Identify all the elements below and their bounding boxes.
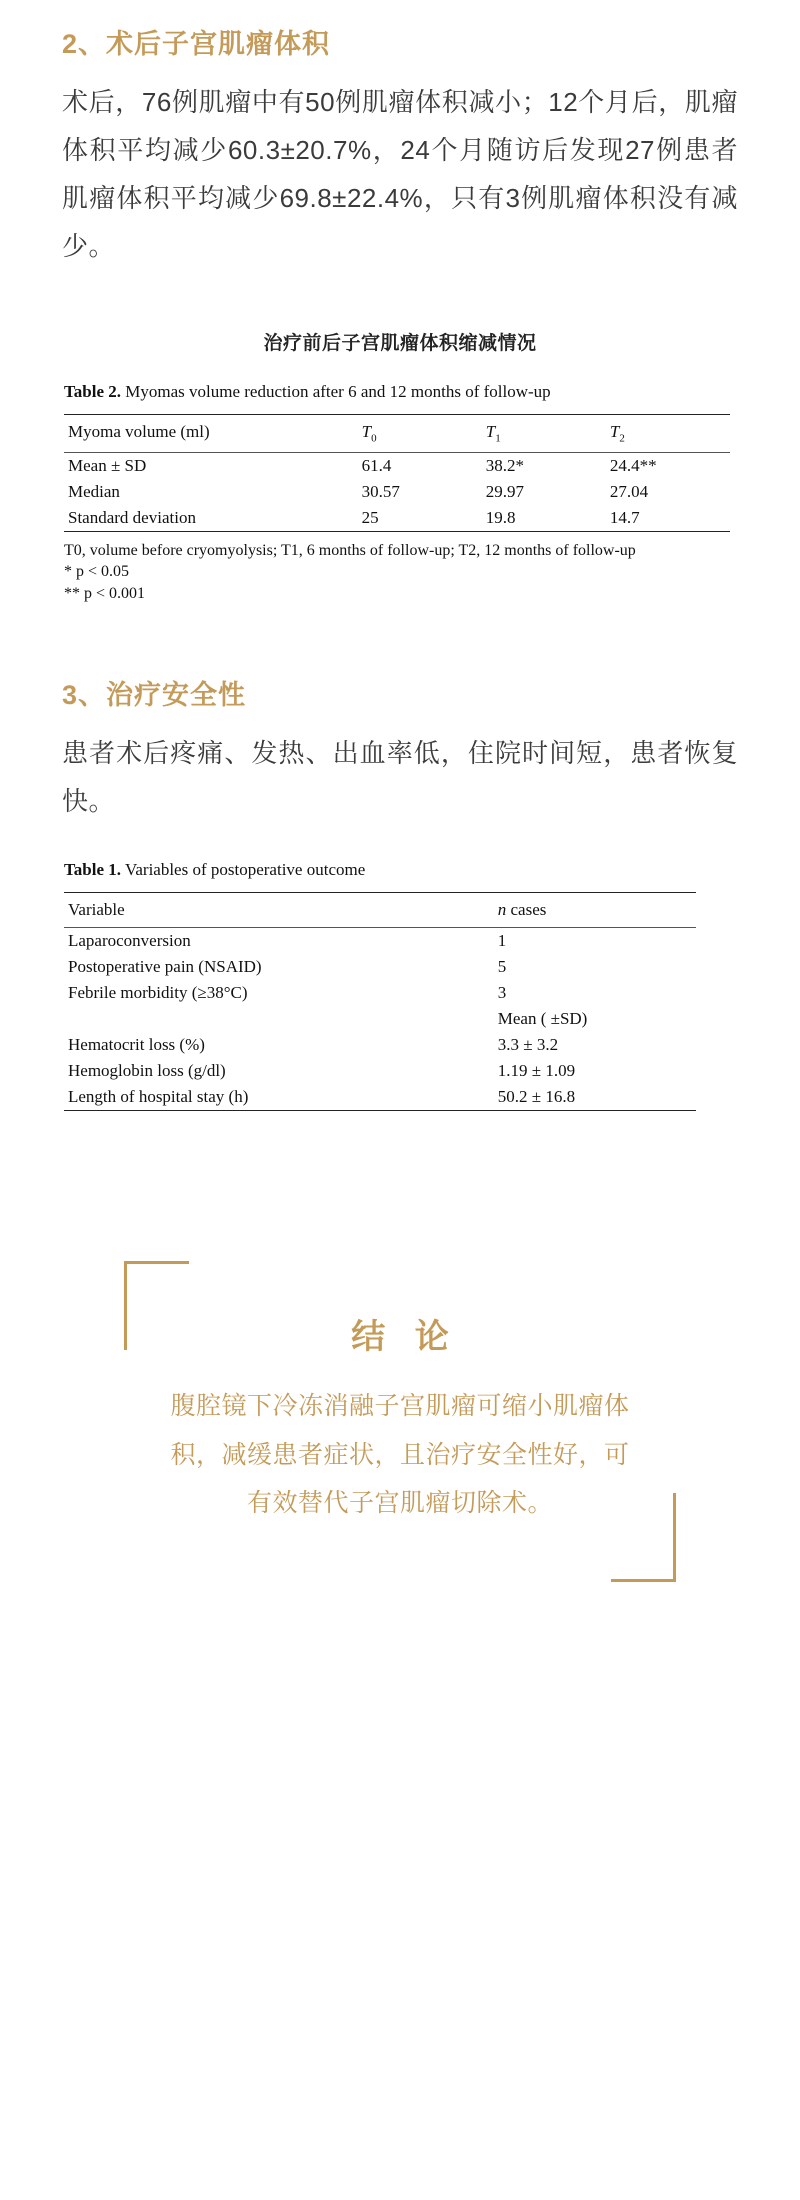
table-1-title-text: Variables of postoperative outcome	[124, 859, 366, 879]
table-1-r5-label: Hemoglobin loss (g/dl)	[68, 1060, 226, 1080]
section-2-heading: 2、术后子宫肌瘤体积	[62, 29, 331, 59]
table-2-title	[64, 381, 730, 404]
table-row	[64, 505, 730, 532]
table-row	[64, 1058, 696, 1084]
table-2-title-text: Myomas volume reduction after 6 and 12 months of follow-up	[125, 382, 551, 402]
table-row	[64, 1006, 696, 1032]
table-1-r1-value: 5	[497, 956, 507, 976]
table-2	[64, 414, 730, 531]
table-row	[64, 927, 696, 954]
table-1-block	[64, 859, 696, 1111]
table-1-r0-label: Laparoconversion	[64, 927, 494, 954]
table-1-header-n: n cases	[494, 892, 696, 927]
table-2-r2-t0: 25	[358, 505, 482, 532]
table-row	[64, 954, 696, 980]
table-2-r1-t2: 27.04	[609, 481, 649, 501]
corner-bracket-bottom-right-icon	[611, 1493, 676, 1582]
table-row	[64, 980, 696, 1006]
table-2-r1-t1: 29.97	[485, 481, 524, 501]
table-1-r0-value: 1	[494, 927, 696, 954]
table-row	[64, 1084, 696, 1111]
table-2-header-variable: Myoma volume (ml)	[64, 415, 358, 452]
table-1-r4-label: Hematocrit loss (%)	[68, 1034, 205, 1054]
table-1-r2-label: Febrile morbidity (≥38°C)	[68, 982, 248, 1002]
table-1	[64, 892, 696, 1111]
table-2-note-1: * p < 0.05	[64, 563, 130, 581]
corner-bracket-top-left-icon	[124, 1261, 189, 1350]
table-2-number: Table 2.	[64, 382, 122, 402]
figure-caption-table2: 治疗前后子宫肌瘤体积缩减情况	[263, 333, 537, 355]
table-2-note-2: ** p < 0.001	[64, 585, 146, 603]
conclusion-text: 腹腔镜下冷冻消融子宫肌瘤可缩小肌瘤体积，减缓患者症状，且治疗安全性好，可有效替代子宫肌瘤切除术。	[170, 1391, 630, 1518]
table-2-r1-t0: 30.57	[361, 481, 400, 501]
table-row	[64, 479, 730, 505]
table-1-r4-value: 3.3 ± 3.2	[497, 1034, 559, 1054]
table-2-r0-t1: 38.2*	[482, 452, 606, 479]
table-2-header-t1: $T_1$	[482, 415, 606, 452]
table-1-title	[64, 859, 696, 882]
section-3-paragraph: 患者术后疼痛、发热、出血率低，住院时间短，患者恢复快。	[62, 737, 738, 816]
table-2-r0-label: Mean ± SD	[64, 452, 358, 479]
table-1-header-variable: Variable	[64, 892, 494, 927]
table-2-r1-label: Median	[68, 481, 120, 501]
section-3-heading: 3、治疗安全性	[62, 679, 247, 710]
table-2-r2-label: Standard deviation	[64, 505, 358, 532]
section-2-paragraph: 术后，76例肌瘤中有50例肌瘤体积减小；12个月后，肌瘤体积平均减少60.3±20.7%，24个月随访后发现27例患者肌瘤体积平均减少69.8±22.4%，只有3例肌瘤体积没有减少。	[62, 86, 738, 262]
table-2-r2-t1: 19.8	[482, 505, 606, 532]
table-1-r2-value: 3	[497, 982, 507, 1002]
table-2-r2-t2: 14.7	[606, 505, 730, 532]
table-1-r6-value: 50.2 ± 16.8	[494, 1084, 696, 1111]
table-1-r3-label	[64, 1006, 494, 1032]
table-1-r1-label: Postoperative pain (NSAID)	[68, 956, 262, 976]
table-1-number: Table 1.	[64, 859, 122, 879]
table-2-r0-t0: 61.4	[358, 452, 482, 479]
table-2-note-0: T0, volume before cryomyolysis; T1, 6 months of follow-up; T2, 12 months of follow-up	[64, 541, 636, 559]
table-2-notes	[64, 541, 730, 605]
table-1-r5-value: 1.19 ± 1.09	[497, 1060, 576, 1080]
table-2-header-t0: $T_0$	[358, 415, 482, 452]
conclusion-block	[124, 1261, 676, 1582]
table-row	[64, 452, 730, 479]
table-2-r0-t2: 24.4**	[606, 452, 730, 479]
conclusion-title: 结 论	[351, 1317, 459, 1356]
table-row	[64, 1032, 696, 1058]
table-1-r6-label: Length of hospital stay (h)	[64, 1084, 494, 1111]
table-2-block	[62, 381, 738, 605]
table-2-header-t2: $T_2$	[606, 415, 730, 452]
table-1-r3-value: Mean ( ±SD)	[497, 1008, 588, 1028]
